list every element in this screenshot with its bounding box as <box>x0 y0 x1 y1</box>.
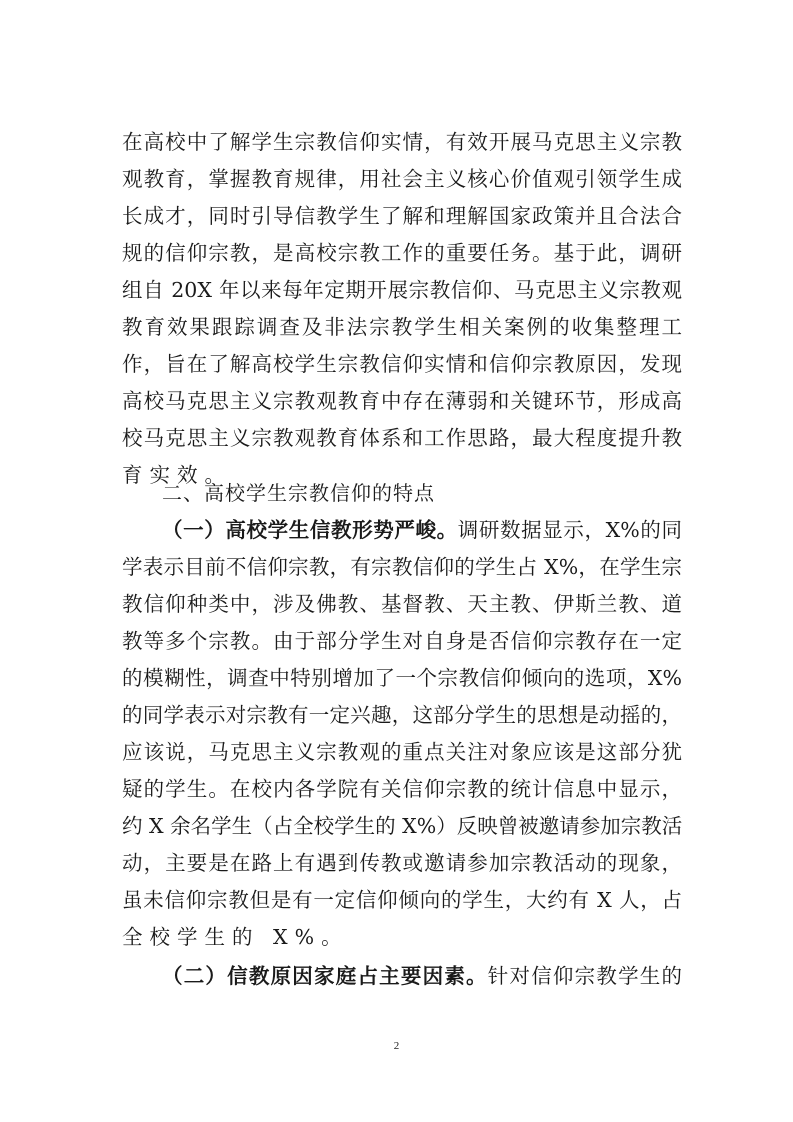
paragraph-line: 动，主要是在路上有遇到传教或邀请参加宗教活动的现象， <box>122 851 682 875</box>
paragraph-line: 的同学表示对宗教有一定兴趣，这部分学生的思想是动摇的， <box>122 703 682 727</box>
subsection-2-text: 针对信仰宗教学生的 <box>487 964 683 988</box>
subsection-1-text: 调研数据显示，X%的同 <box>457 518 682 542</box>
page-number: 2 <box>393 1040 400 1052</box>
paragraph-line: 规的信仰宗教，是高校宗教工作的重要任务。基于此，调研 <box>122 241 682 265</box>
paragraph-line: 教等多个宗教。由于部分学生对自身是否信仰宗教存在一定 <box>122 629 682 653</box>
paragraph-line: 应该说，马克思主义宗教观的重点关注对象应该是这部分犹 <box>122 740 682 764</box>
paragraph-line: 校马克思主义宗教观教育体系和工作思路，最大程度提升教 <box>122 426 682 450</box>
paragraph-line: 观教育，掌握教育规律，用社会主义核心价值观引领学生成 <box>122 167 682 191</box>
paragraph-line: 教育效果跟踪调查及非法宗教学生相关案例的收集整理工 <box>122 315 682 339</box>
subsection-1-title: （一）高校学生信教形势严峻。 <box>162 518 458 542</box>
subsection-2-first-line <box>162 961 682 991</box>
paragraph-line: 育实效。 <box>122 463 232 487</box>
paragraph-line: 作，旨在了解高校学生宗教信仰实情和信仰宗教原因，发现 <box>122 352 682 376</box>
subsection-1-first-line <box>162 515 682 545</box>
paragraph-line: 学表示目前不信仰宗教，有宗教信仰的学生占 X%，在学生宗 <box>122 555 682 579</box>
paragraph-line: 组自 20X 年以来每年定期开展宗教信仰、马克思主义宗教观 <box>122 278 682 302</box>
paragraph-line: 全校学生的 X%。 <box>122 925 349 949</box>
paragraph-line: 疑的学生。在校内各学院有关信仰宗教的统计信息中显示， <box>122 777 682 801</box>
paragraph-line: 的模糊性，调查中特别增加了一个宗教信仰倾向的选项，X% <box>122 666 682 690</box>
section-heading: 二、高校学生宗教信仰的特点 <box>162 481 435 505</box>
paragraph-line: 虽未信仰宗教但是有一定信仰倾向的学生，大约有 X 人，占 <box>122 888 682 912</box>
paragraph-line: 长成才，同时引导信教学生了解和理解国家政策并且合法合 <box>122 204 682 228</box>
paragraph-line: 约 X 余名学生（占全校学生的 X%）反映曾被邀请参加宗教活 <box>122 814 683 838</box>
paragraph-line: 教信仰种类中，涉及佛教、基督教、天主教、伊斯兰教、道 <box>122 592 682 616</box>
paragraph-line: 高校马克思主义宗教观教育中存在薄弱和关键环节，形成高 <box>122 389 682 413</box>
paragraph-line: 在高校中了解学生宗教信仰实情，有效开展马克思主义宗教 <box>122 130 682 154</box>
subsection-2-title: （二）信教原因家庭占主要因素。 <box>162 964 488 988</box>
